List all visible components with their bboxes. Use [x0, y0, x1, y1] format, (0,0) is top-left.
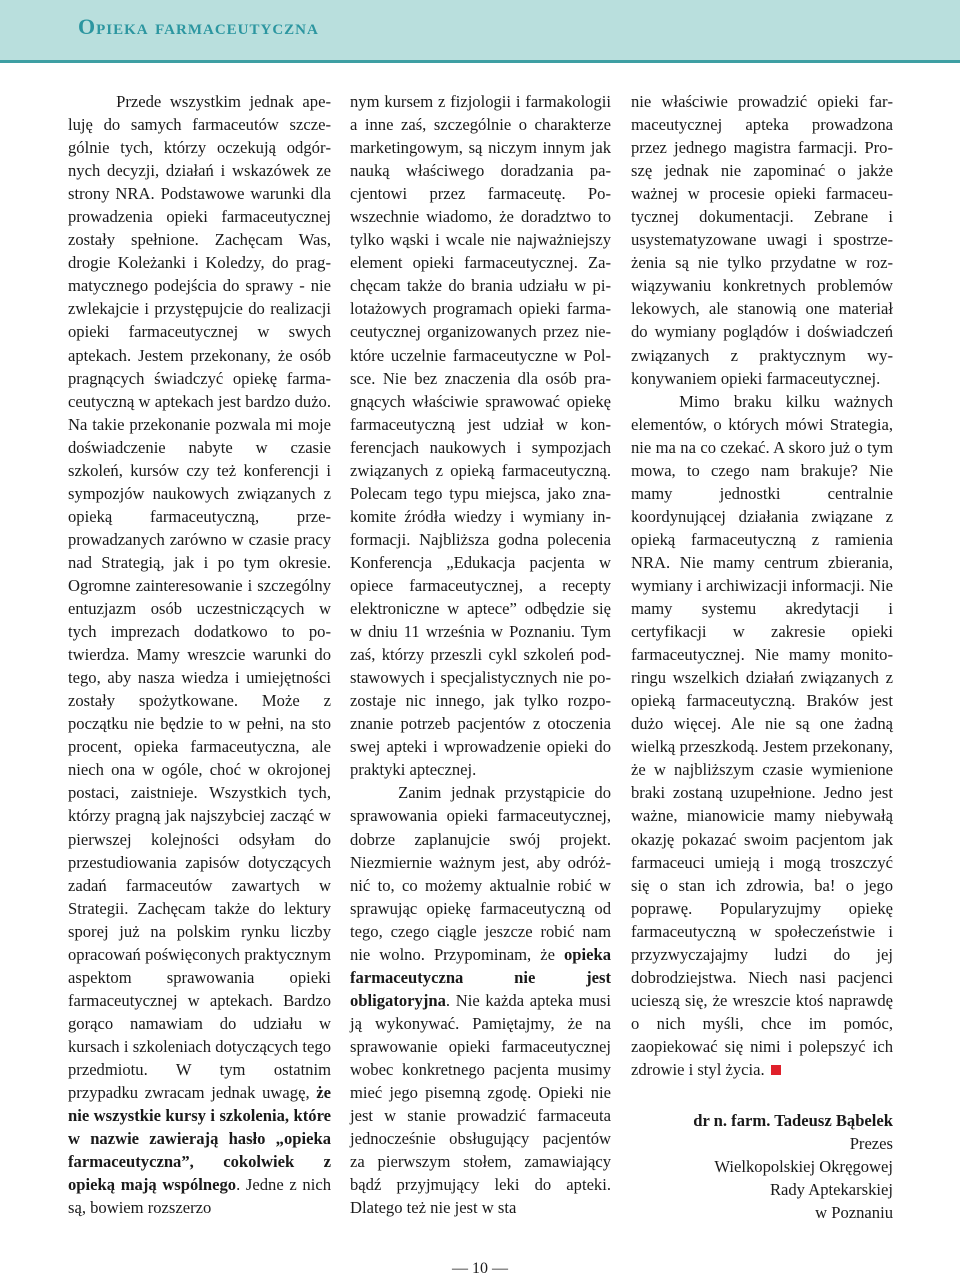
bold-warning: że nie wszystkie kursy i szkolenia, które w nazwie zawierają hasło „opieka farmaceutyczna”, cokolwiek z opieką mają wspólnego [68, 1083, 331, 1195]
text-column-2 [350, 90, 611, 1219]
author-title: Prezes [849, 1134, 893, 1154]
paragraph: Mimo braku kilku ważnych elementów, o których mówi Strategia, nie ma na co czekać. A skoro już o tym mowa, to czego nam brakuje? Nie mamy jednostki centralnie koordynującej działania związane z opieką farmaceutyczną z ramienia NRA. Nie mamy centrum zbierania, wymiany i archiwizacji informacji. Nie mamy systemu akredytаcji i certyfikacji w zakresie opieki farmaceutycznej. Nie mamy monitoringu wszelkich działań związanych z opieką farmaceutyczną. Braków jest dużo więcej. Ale nie są one żadną wielką przeszkodą. Jestem przekonany, że w najbliższym czasie wymienione braki zostaną uzupełnione. Jedno jest ważne, mianowicie mamy niebywałą okazję pokazać swoim pacjentom jak farmaceuci umieją i mogą troszczyć się o stan ich zdrowia, ba! o jego poprawę. Popularyzujmy opiekę farmaceutyczną w społeczeństwie i przyzwyczajajmy ludzi do jej dobrodziejstwa. Niech nasi pacjenci ucieszą się, że wreszcie ktoś naprawdę o nich myśli, chce im pomóc, zaopiekować się nimi i polepszyć ich zdrowie i styl życia. [631, 391, 893, 1079]
author-signature [631, 1109, 893, 1224]
bold-statement: opieka farmaceutyczna nie jest obligatoryjna [350, 944, 611, 1010]
author-name: dr n. farm. Tadeusz Bąbelek [693, 1111, 893, 1131]
paragraph: Zanim jednak przystąpicie do sprawowania opieki farmaceutycznej, dobrze zaplanujcie swój projekt. Niezmiernie ważnym jest, aby odróżnić to, co możemy aktualnie robić w sprawując opiekę farmaceutyczną od tego, czego ciągle jeszcze robić nam nie wolno. Przypominam, że opieka farmaceutyczna nie jest obligatoryjna. Nie każda apteka musi ją wykonywać. Pamiętajmy, że na sprawowanie opieki farmaceutycznej wobec konkretnego pacjenta musimy mieć jego pisemną zgodę. Opieki nie jest w stanie prowadzić farmaceuta jednocześnie obsługujący pacjentów za pierwszym stołem, zamawiający bądź przyjmujący leki do apteki. Dlatego też nie jest w sta [350, 783, 611, 1218]
section-title: Opieka farmaceutyczna [78, 14, 319, 39]
author-affiliation: w Poznaniu [815, 1203, 893, 1223]
author-affiliation: Rady Aptekarskiej [769, 1180, 893, 1200]
paragraph: nie właściwie prowadzić opieki farmaceutycznej apteka prowadzona przez jednego magistra farmacji. Proszę jednak nie zapominać o jakże ważnej w procesie opieki farmaceutycznej dokumentacji. Zebrane i usystematyzowane uwagi i spostrzeżenia są nie tylko przydatne w rozwiązywaniu konkretnych problemów lekowych, ale stanowią one materiał do wymiany poglądów i doświadczeń związanych z praktycznym wykonywaniem opieki farmaceutycznej. [631, 92, 893, 388]
author-affiliation: Wielkopolskiej Okręgowej [714, 1157, 893, 1177]
section-header [0, 0, 960, 63]
text-column-1 [68, 90, 331, 1219]
page-number: — 10 — [452, 1260, 508, 1277]
text-column-3 [631, 90, 893, 1224]
end-of-article-icon [771, 1065, 781, 1075]
paragraph: nym kursem z fizjologii i farmakologii a inne zaś, szczególnie o charakterze marketingowym, są niczym innym jak nauką właściwego doradzania pacjentowi przez farmaceutę. Powszechnie wiadomo, że doradztwo to tylko wąski i wcale nie najważniejszy element opieki farmaceutycznej. Zachęcam także do brania udziału w pilotażowych programach opieki farmaceutycznej organizowanych przez niektóre uczelnie farmaceutyczne w Polsce. Nie bez znaczenia dla osób pragnących właściwie sprawować opiekę farmaceutyczną jest udział w konferencjach naukowych i sympozjach związanych z opieką farmaceutyczną. Polecam tego typu miejsca, jako znakomite źródła wiedzy i wymiany informacji. Najbliższa godna polecenia Konferencja „Edukacja pacjenta w opiece farmaceutycznej, a recepty elektroniczne w aptece” odbędzie się w dniu 11 września w Poznaniu. Tym zaś, którzy przeszli cykl szkoleń podstawowych i specjalistycznych nie pozostaje nic innego, jak tylko rozpoznanie potrzeb pacjentów z otoczenia swej apteki i wprowadzenie opieki do praktyki aptecznej. [350, 92, 611, 780]
paragraph: Przede wszystkim jednak apeluję do samych farmaceutów szczególnie tych, którzy oczekują odgórnych decyzji, działań i wskazówek ze strony NRA. Podstawowe warunki dla prowadzenia opieki farmaceutycznej zostały spełnione. Zachęcam Was, drogie Koleżanki i Koledzy, do pragmatycznego podejścia do sprawy - nie zwlekajcie i przystępujcie do realizacji opieki farmaceutycznej w swych aptekach. Jestem przekonany, że osób pragnących świadczyć opiekę farmaceutyczną w aptekach jest bardzo dużo. Na takie przekonanie pozwala mi moje doświadczenie nabyte w czasie szkoleń, kursów czy też konferencji i sympozjów naukowych związanych z opieką farmaceutyczną, przeprowadzanych zarówno w czasie pracy nad Strategią, jak i po tym okresie. Ogromne zainteresowanie i szczególny entuzjazm osób uczestniczących w tych imprezach dodatkowo to potwierdza. Mamy wreszcie warunki do tego, aby nasza wiedza i umiejętności zostały spożytkowane. Może z początku nie będzie to w pełni, na sto procent, opieka farmaceutyczna, ale niech ona w ogóle, choć w okrojonej postaci, zaistnieje. Wszystkich tych, którzy pragną jak najszybciej zacząć w pierwszej kolejności odsyłam do przestudiowania zapisów dotyczących zadań farmaceutów zawartych w Strategii. Zachęcam także do lektury sporej już na polskim rynku liczby opracowań poświęconych praktycznym aspektom sprawowania opieki farmaceutycznej w aptekach. Bardzo gorąco namawiam do udziału w kursach i szkoleniach dotyczących tego przedmiotu. W tym ostatnim przypadku zwracam jednak uwagę, że nie wszystkie kursy i szkolenia, które w nazwie zawierają hasło „opieka farmaceutyczna”, cokolwiek z opieką mają wspólnego. Jedne z nich są, bowiem rozszerzo [68, 92, 331, 1218]
